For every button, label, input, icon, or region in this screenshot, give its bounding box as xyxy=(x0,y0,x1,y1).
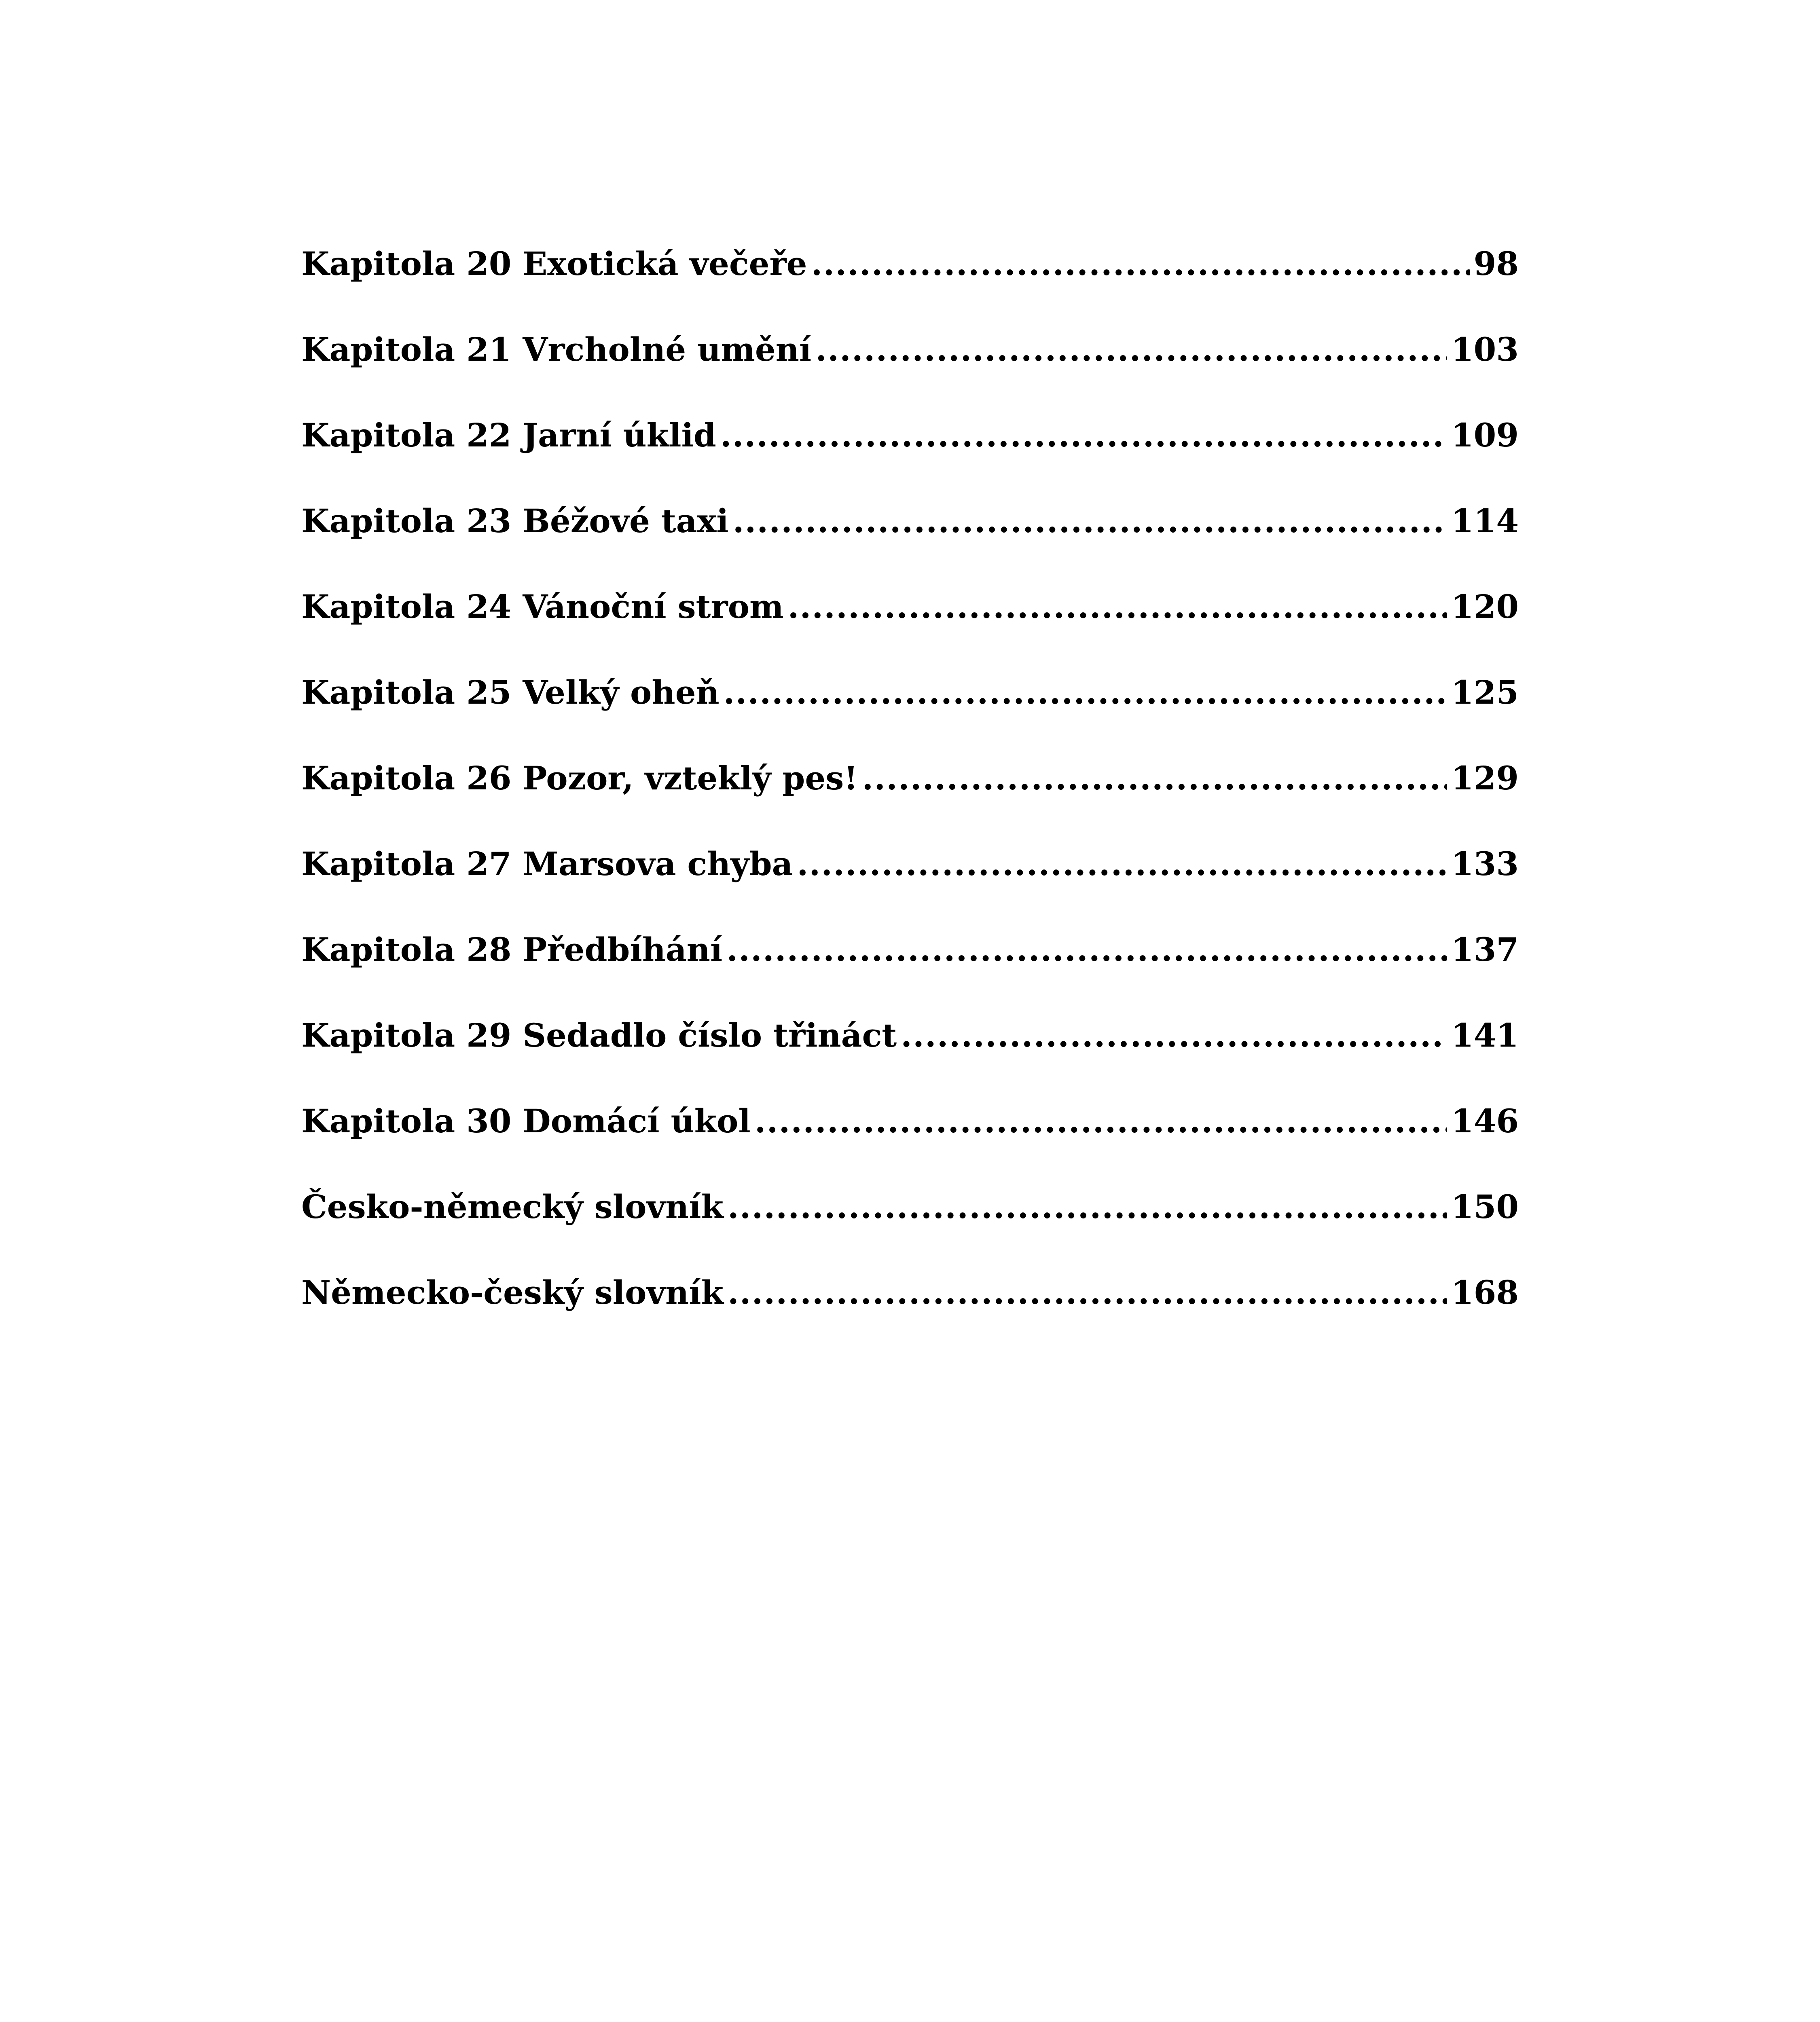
toc-entry-title: Kapitola 22 Jarní úklid xyxy=(301,416,716,454)
toc-entry-title: Kapitola 30 Domácí úkol xyxy=(301,1102,751,1140)
toc-entry-title: Kapitola 24 Vánoční strom xyxy=(301,588,784,626)
toc-entry[interactable] xyxy=(301,966,1519,1054)
toc-entry-page: 98 xyxy=(1473,245,1519,283)
toc-entry-title: Kapitola 28 Předbíhání xyxy=(301,931,723,969)
toc-entry-title: Kapitola 23 Béžové taxi xyxy=(301,502,729,540)
toc-entry-title: Kapitola 25 Velký oheň xyxy=(301,673,720,711)
toc-entry-title: Německo-český slovník xyxy=(301,1273,724,1311)
toc-entry-page: 137 xyxy=(1451,931,1519,969)
toc-entry[interactable] xyxy=(301,451,1519,540)
toc-entry-page: 150 xyxy=(1451,1188,1519,1226)
toc-entry[interactable] xyxy=(301,537,1519,626)
toc-entry[interactable] xyxy=(301,1051,1519,1140)
toc-entry-page: 133 xyxy=(1451,845,1519,883)
toc-dot-leader xyxy=(788,590,1447,623)
toc-entry[interactable] xyxy=(301,880,1519,969)
toc-entry[interactable] xyxy=(301,794,1519,883)
toc-dot-leader xyxy=(720,419,1447,451)
toc-dot-leader xyxy=(726,933,1447,966)
toc-dot-leader xyxy=(755,1105,1447,1137)
toc-entry-title: Kapitola 20 Exotická večeře xyxy=(301,245,807,283)
table-of-contents xyxy=(301,194,1519,1309)
toc-entry-page: 125 xyxy=(1451,673,1519,711)
toc-entry-page: 141 xyxy=(1451,1016,1519,1054)
toc-entry[interactable] xyxy=(301,280,1519,366)
toc-entry[interactable] xyxy=(301,1223,1519,1309)
toc-entry-title: Česko-německý slovník xyxy=(301,1188,724,1226)
toc-entry-page: 120 xyxy=(1451,588,1519,626)
toc-entry-title: Kapitola 29 Sedadlo číslo třináct xyxy=(301,1016,897,1054)
toc-entry[interactable] xyxy=(301,366,1519,454)
toc-dot-leader xyxy=(901,1019,1447,1051)
toc-entry[interactable] xyxy=(301,194,1519,283)
toc-entry-page: 146 xyxy=(1451,1102,1519,1140)
toc-entry[interactable] xyxy=(301,709,1519,797)
toc-entry-page: 114 xyxy=(1451,502,1519,540)
toc-entry-page: 129 xyxy=(1451,759,1519,797)
toc-dot-leader xyxy=(815,333,1447,366)
toc-entry[interactable] xyxy=(301,1137,1519,1226)
toc-dot-leader xyxy=(862,762,1447,794)
toc-entry-title: Kapitola 27 Marsova chyba xyxy=(301,845,793,883)
toc-dot-leader xyxy=(797,848,1447,880)
toc-dot-leader xyxy=(728,1191,1447,1223)
toc-dot-leader xyxy=(724,676,1447,709)
toc-entry-page: 109 xyxy=(1451,416,1519,454)
toc-dot-leader xyxy=(728,1276,1447,1309)
toc-entry-page: 168 xyxy=(1451,1273,1519,1311)
toc-entry[interactable] xyxy=(301,623,1519,709)
toc-dot-leader xyxy=(811,247,1470,280)
toc-entry-title: Kapitola 21 Vrcholné umění xyxy=(301,330,812,368)
toc-entry-page: 103 xyxy=(1451,330,1519,368)
toc-entry-title: Kapitola 26 Pozor, vzteklý pes! xyxy=(301,759,858,797)
toc-dot-leader xyxy=(733,505,1447,537)
